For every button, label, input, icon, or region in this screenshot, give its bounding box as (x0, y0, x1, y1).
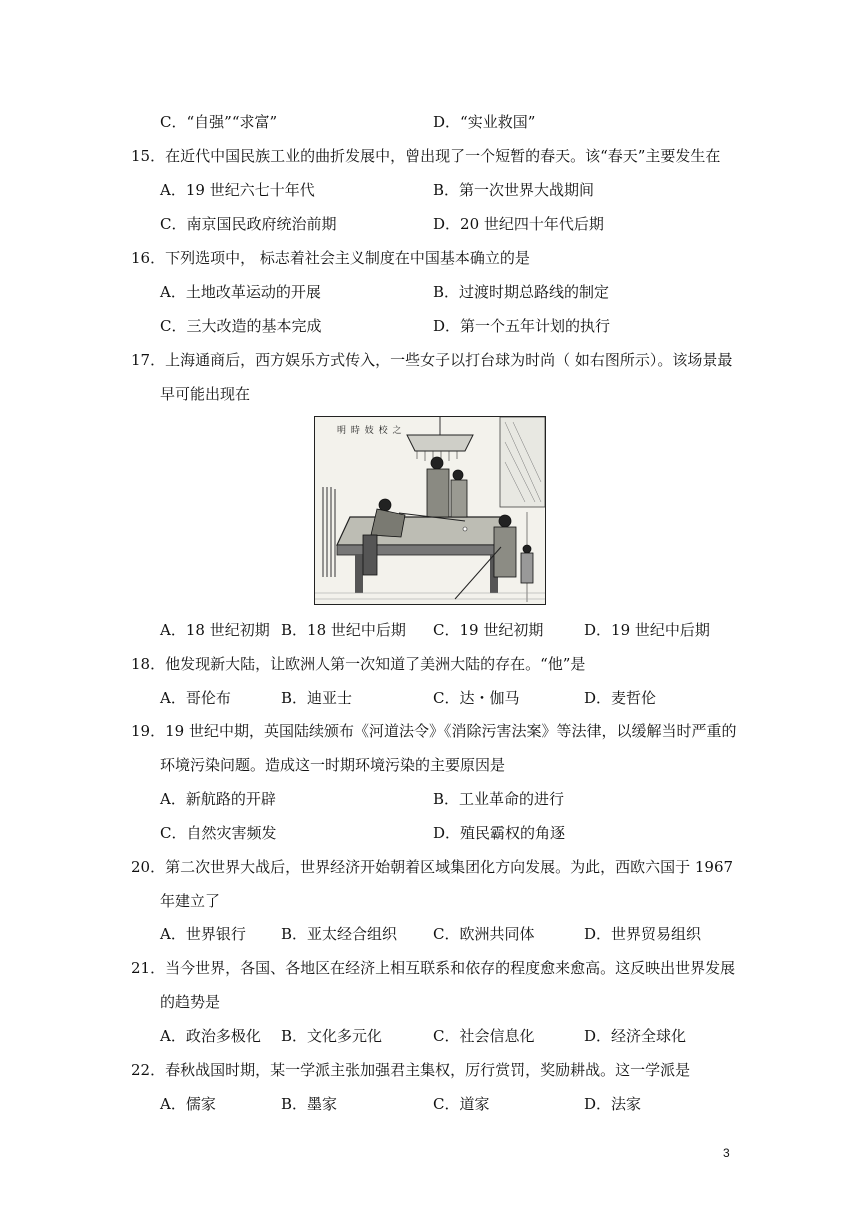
q15-option-c[interactable]: C．南京国民政府统治前期 (160, 215, 337, 233)
q14-option-c[interactable]: C．“自强”“求富” (160, 113, 278, 131)
q21-stem-line1: 21．当今世界，各国、各地区在经济上相互联系和依存的程度愈来愈高。这反映出世界发展 (131, 959, 736, 977)
page-number: 3 (723, 1146, 730, 1160)
billiards-drawing (315, 417, 545, 604)
q19-stem-line1: 19．19 世纪中期，英国陆续颁布《河道法令》《消除污害法案》等法律，以缓解当时严重的 (131, 722, 737, 740)
q22-option-a[interactable]: A．儒家 (160, 1095, 216, 1113)
q17-stem-line2: 早可能出现在 (160, 385, 251, 403)
q19-option-a[interactable]: A．新航路的开辟 (160, 790, 276, 808)
q18-option-c[interactable]: C．达・伽马 (433, 689, 520, 707)
q18-stem: 18．他发现新大陆，让欧洲人第一次知道了美洲大陆的存在。“他”是 (131, 655, 586, 673)
q17-option-d[interactable]: D．19 世纪中后期 (584, 621, 710, 639)
q16-stem: 16．下列选项中， 标志着社会主义制度在中国基本确立的是 (131, 249, 530, 267)
q21-option-c[interactable]: C．社会信息化 (433, 1027, 535, 1045)
billiards-illustration (314, 416, 546, 605)
q15-stem: 15．在近代中国民族工业的曲折发展中，曾出现了一个短暂的春天。该“春天”主要发生在 (131, 147, 721, 165)
figure-caption: 明 時 妓 校 之 (337, 426, 403, 436)
q17-option-a[interactable]: A．18 世纪初期 (160, 621, 270, 639)
q22-stem: 22．春秋战国时期，某一学派主张加强君主集权，厉行赏罚，奖励耕战。这一学派是 (131, 1061, 691, 1079)
q21-stem-line2: 的趋势是 (160, 993, 221, 1011)
q20-stem-line2: 年建立了 (160, 892, 221, 910)
q17-option-c[interactable]: C．19 世纪初期 (433, 621, 544, 639)
q22-option-d[interactable]: D．法家 (584, 1095, 642, 1113)
q21-option-d[interactable]: D．经济全球化 (584, 1027, 687, 1045)
q18-option-d[interactable]: D．麦哲伦 (584, 689, 657, 707)
q22-option-c[interactable]: C．道家 (433, 1095, 490, 1113)
q21-option-b[interactable]: B．文化多元化 (281, 1027, 383, 1045)
q18-option-a[interactable]: A．哥伦布 (160, 689, 231, 707)
q15-option-a[interactable]: A．19 世纪六七十年代 (160, 181, 315, 199)
q21-option-a[interactable]: A．政治多极化 (160, 1027, 261, 1045)
q16-option-a[interactable]: A．土地改革运动的开展 (160, 283, 321, 301)
q17-option-b[interactable]: B．18 世纪中后期 (281, 621, 406, 639)
q15-option-d[interactable]: D．20 世纪四十年代后期 (433, 215, 604, 233)
q20-option-d[interactable]: D．世界贸易组织 (584, 925, 702, 943)
q17-stem-line1: 17．上海通商后，西方娱乐方式传入，一些女子以打台球为时尚（ 如右图所示）。该场景最 (131, 351, 733, 369)
q18-option-b[interactable]: B．迪亚士 (281, 689, 353, 707)
q16-option-d[interactable]: D．第一个五年计划的执行 (433, 317, 611, 335)
q20-stem-line1: 20．第二次世界大战后，世界经济开始朝着区域集团化方向发展。为此，西欧六国于 1967 (131, 858, 734, 876)
q22-option-b[interactable]: B．墨家 (281, 1095, 338, 1113)
q20-option-b[interactable]: B．亚太经合组织 (281, 925, 398, 943)
q16-option-c[interactable]: C．三大改造的基本完成 (160, 317, 322, 335)
q20-option-a[interactable]: A．世界银行 (160, 925, 246, 943)
q19-stem-line2: 环境污染问题。造成这一时期环境污染的主要原因是 (160, 756, 506, 774)
q20-option-c[interactable]: C．欧洲共同体 (433, 925, 535, 943)
q15-option-b[interactable]: B．第一次世界大战期间 (433, 181, 595, 199)
q19-option-b[interactable]: B．工业革命的进行 (433, 790, 565, 808)
q19-option-d[interactable]: D．殖民霸权的角逐 (433, 824, 566, 842)
q19-option-c[interactable]: C．自然灾害频发 (160, 824, 277, 842)
q14-option-d[interactable]: D．“实业救国” (433, 113, 536, 131)
q16-option-b[interactable]: B．过渡时期总路线的制定 (433, 283, 610, 301)
